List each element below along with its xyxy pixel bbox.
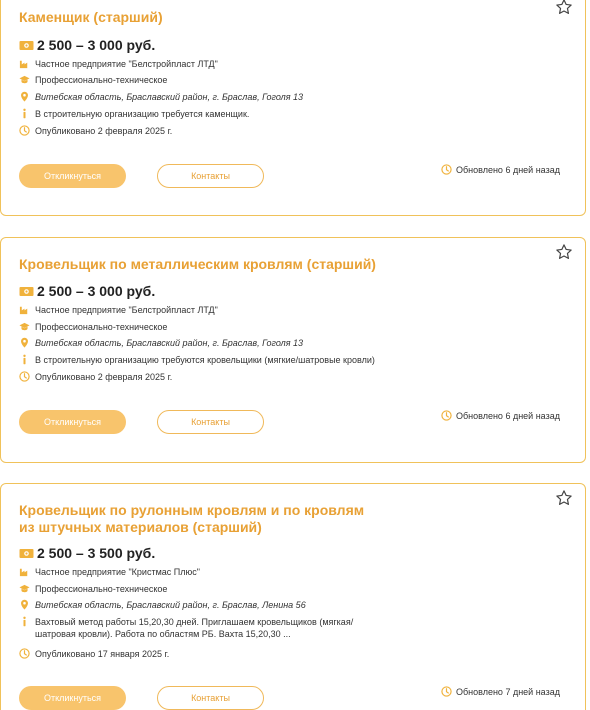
graduation-cap-icon bbox=[19, 583, 30, 594]
money-icon bbox=[19, 548, 34, 559]
published-row bbox=[19, 125, 399, 137]
clock-icon bbox=[441, 164, 452, 175]
updated-text: Обновлено 6 дней назад bbox=[456, 165, 560, 175]
description-row bbox=[19, 354, 399, 366]
vacancy-card bbox=[0, 237, 586, 463]
info-icon bbox=[19, 616, 30, 627]
education-row bbox=[19, 321, 399, 333]
vacancy-title[interactable]: Кровельщик по рулонным кровлям и по кровлям из штучных материалов (старший) bbox=[19, 502, 365, 535]
contacts-button[interactable]: Контакты bbox=[157, 164, 264, 188]
contacts-button[interactable]: Контакты bbox=[157, 410, 264, 434]
salary bbox=[19, 37, 155, 53]
salary bbox=[19, 545, 155, 561]
location-row bbox=[19, 337, 399, 349]
salary-value: 2 500 – 3 000 руб. bbox=[37, 283, 156, 299]
description-row bbox=[19, 616, 379, 640]
respond-button[interactable]: Откликнуться bbox=[19, 410, 126, 434]
location-pin-icon bbox=[19, 91, 30, 102]
updated-text: Обновлено 7 дней назад bbox=[456, 687, 560, 697]
location-address: Витебская область, Браславский район, г. Браслав, Ленина 56 bbox=[35, 600, 306, 610]
published-date: Опубликовано 2 февраля 2025 г. bbox=[35, 372, 173, 382]
clock-icon bbox=[19, 371, 30, 382]
graduation-cap-icon bbox=[19, 321, 30, 332]
updated-info bbox=[441, 683, 561, 701]
employer-name[interactable]: Частное предприятие "Белстройпласт ЛТД" bbox=[35, 305, 218, 315]
employer-row bbox=[19, 58, 399, 70]
education-row bbox=[19, 583, 399, 595]
factory-icon bbox=[19, 58, 30, 69]
education-row bbox=[19, 74, 399, 86]
vacancy-description: Вахтовый метод работы 15,20,30 дней. Приглашаем кровельщиков (мягкая/шатровая кровли). Работа по областям РБ. Вахта 15,20,30 ... bbox=[35, 617, 354, 639]
vacancy-description: В строительную организацию требуется каменщик. bbox=[35, 109, 250, 119]
contacts-button[interactable]: Контакты bbox=[157, 686, 264, 710]
employer-row bbox=[19, 304, 399, 316]
factory-icon bbox=[19, 566, 30, 577]
location-address: Витебская область, Браславский район, г. Браслав, Гоголя 13 bbox=[35, 92, 304, 102]
education-level: Профессионально-техническое bbox=[35, 584, 168, 594]
factory-icon bbox=[19, 304, 30, 315]
location-pin-icon bbox=[19, 599, 30, 610]
location-pin-icon bbox=[19, 337, 30, 348]
education-level: Профессионально-техническое bbox=[35, 322, 168, 332]
employer-name[interactable]: Частное предприятие "Кристмас Плюс" bbox=[35, 567, 200, 577]
location-row bbox=[19, 91, 399, 103]
published-row bbox=[19, 648, 399, 660]
employer-row bbox=[19, 566, 399, 578]
location-row bbox=[19, 599, 399, 611]
published-row bbox=[19, 371, 399, 383]
star-icon[interactable] bbox=[555, 243, 573, 261]
location-address: Витебская область, Браславский район, г. Браслав, Гоголя 13 bbox=[35, 338, 304, 348]
money-icon bbox=[19, 40, 34, 51]
clock-icon bbox=[19, 648, 30, 659]
description-row bbox=[19, 108, 399, 120]
salary bbox=[19, 283, 155, 299]
info-icon bbox=[19, 354, 30, 365]
vacancy-card bbox=[0, 0, 586, 216]
vacancy-card bbox=[0, 483, 586, 710]
clock-icon bbox=[441, 686, 452, 697]
clock-icon bbox=[441, 410, 452, 421]
money-icon bbox=[19, 286, 34, 297]
graduation-cap-icon bbox=[19, 74, 30, 85]
vacancy-description: В строительную организацию требуются кровельщики (мягкие/шатровые кровли) bbox=[35, 355, 375, 365]
published-date: Опубликовано 2 февраля 2025 г. bbox=[35, 126, 173, 136]
updated-info bbox=[441, 161, 561, 179]
star-icon[interactable] bbox=[555, 489, 573, 507]
vacancy-title[interactable]: Каменщик (старший) bbox=[19, 9, 163, 25]
clock-icon bbox=[19, 125, 30, 136]
education-level: Профессионально-техническое bbox=[35, 75, 168, 85]
salary-value: 2 500 – 3 500 руб. bbox=[37, 545, 156, 561]
updated-text: Обновлено 6 дней назад bbox=[456, 411, 560, 421]
published-date: Опубликовано 17 января 2025 г. bbox=[35, 649, 170, 659]
salary-value: 2 500 – 3 000 руб. bbox=[37, 37, 156, 53]
updated-info bbox=[441, 407, 561, 425]
info-icon bbox=[19, 108, 30, 119]
vacancy-title[interactable]: Кровельщик по металлическим кровлям (старший) bbox=[19, 256, 376, 272]
employer-name[interactable]: Частное предприятие "Белстройпласт ЛТД" bbox=[35, 59, 218, 69]
respond-button[interactable]: Откликнуться bbox=[19, 686, 126, 710]
star-icon[interactable] bbox=[555, 0, 573, 16]
respond-button[interactable]: Откликнуться bbox=[19, 164, 126, 188]
